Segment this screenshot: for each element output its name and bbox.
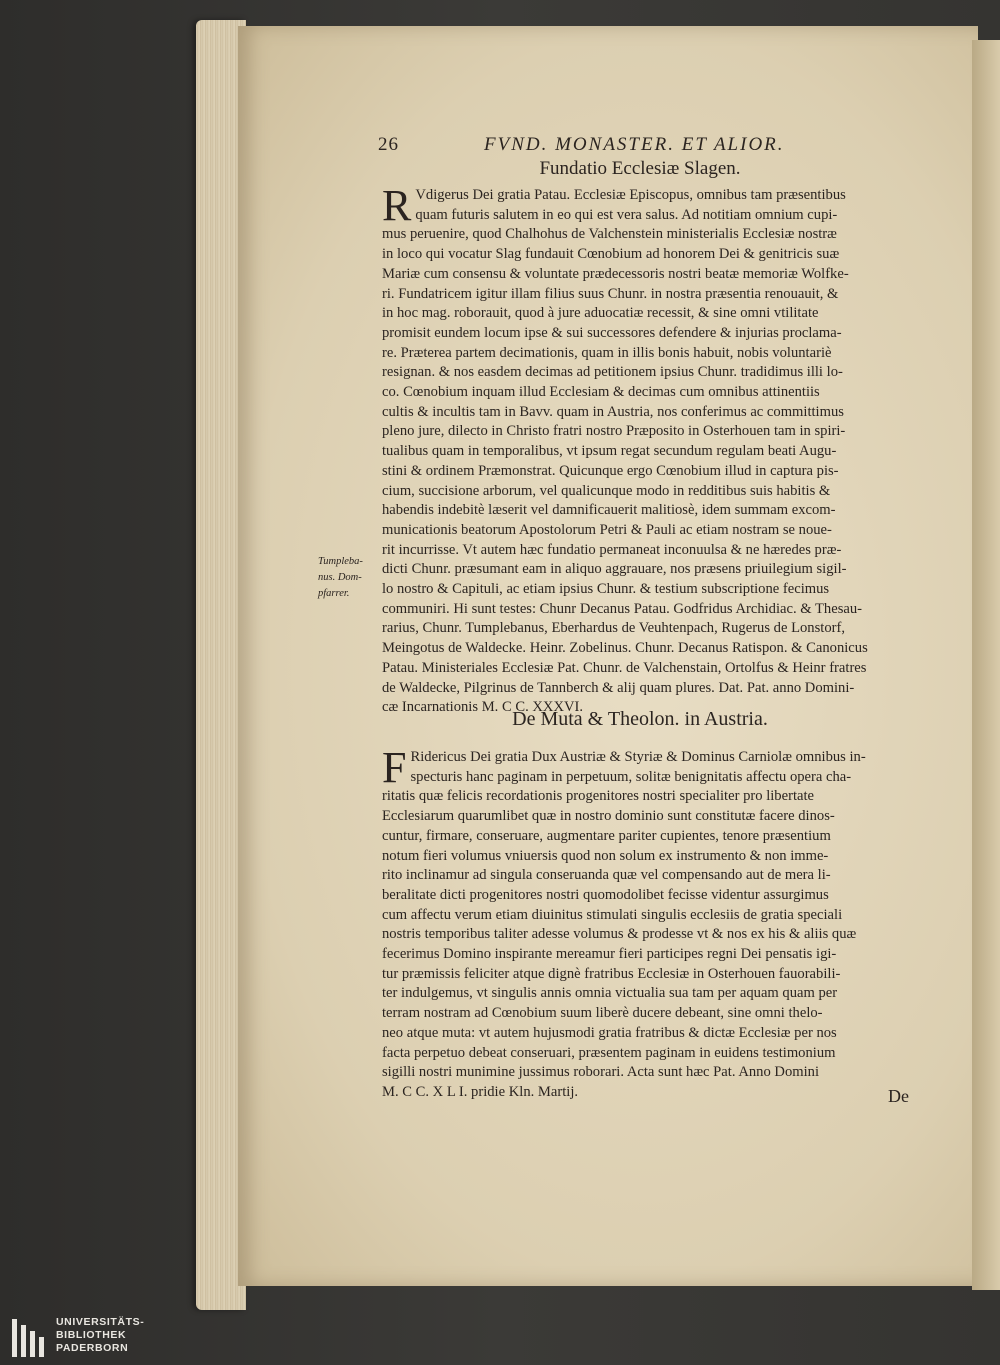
text-line: beralitate dicti progenitores nostri quomodolibet fecisse videntur assurgimus	[382, 886, 829, 903]
catchword: De	[888, 1086, 909, 1106]
logo-line: BIBLIOTHEK	[56, 1329, 127, 1341]
text-line: Patau. Ministeriales Ecclesiæ Pat. Chunr. de Valchenstain, Ortolfus & Heinr fratres	[382, 659, 867, 676]
text-line: re. Præterea partem decimationis, quam in illis bonis habuit, nobis voluntariè	[382, 344, 832, 361]
library-logo-text	[56, 1316, 144, 1355]
text-line: co. Cœnobium inquam illud Ecclesiam & decimas cum omnibus attinentiis	[382, 384, 820, 401]
drop-capital: F	[382, 743, 407, 792]
text-line: Ridericus Dei gratia Dux Austriæ & Styriæ & Dominus Carniolæ omnibus in-	[410, 749, 866, 765]
facing-page-edge	[972, 40, 1000, 1290]
running-header	[378, 134, 848, 160]
text-line: in loco qui vocatur Slag fundauit Cœnobium ad honorem Dei & genitricis suæ	[382, 246, 840, 263]
text-line: rarius, Chunr. Tumplebanus, Eberhardus de Veuhtenpach, Rugerus de Lonstorf,	[382, 620, 846, 637]
text-line: cuntur, firmare, conseruare, augmentare pariter cupientes, tenore præsentium	[382, 827, 831, 844]
text-lines	[382, 181, 936, 718]
text-line: pleno jure, dilecto in Christo fratri nostro Præposito in Osterhouen tam in spiri-	[382, 423, 846, 440]
text-line: Mariæ cum consensu & voluntate prædecessoris nostri beatæ memoriæ Wolfke-	[382, 265, 849, 282]
text-line: neo atque muta: vt autem hujusmodi gratia fratribus & dictæ Ecclesiæ per nos	[382, 1024, 837, 1041]
text-line: ri. Fundatricem igitur illam filius suus Chunr. in nostra præsentia renouauit, &	[382, 285, 839, 302]
text-line: stini & ordinem Præmonstrat. Quicunque ergo Cœnobium illud in captura pis-	[382, 462, 839, 479]
text-line: dicti Chunr. præsumant eam in aliquo aggrauare, nos præsens priuilegium sigil-	[382, 561, 847, 578]
section-heading-slagen: Fundatio Ecclesiæ Slagen.	[539, 158, 741, 179]
text-line: habendis indebitè læserit vel damnificauerit malitiosè, idem summam excom-	[382, 502, 836, 519]
text-line: cum affectu verum etiam diuinitus stimulati singulis ecclesiis de gratia speciali	[382, 906, 843, 923]
logo-line: PADERBORN	[56, 1342, 129, 1354]
text-line: fecerimus Domino inspirante mereamur fieri participes regni Dei pensatis igi-	[382, 946, 837, 963]
text-line: Meingotus de Waldecke. Heinr. Zobelinus. Chunr. Decanus Ratispon. & Canonicus	[382, 640, 868, 657]
text-line: de Waldecke, Pilgrinus de Tannberch & alij quam plures. Dat. Pat. anno Domini-	[382, 679, 855, 696]
text-lines	[382, 743, 936, 1103]
section-heading-muta: De Muta & Theolon. in Austria.	[512, 708, 768, 730]
text-line: sigilli nostri munimine jussimus roborari. Acta sunt hæc Pat. Anno Domini	[382, 1064, 819, 1081]
library-logo-icon	[10, 1317, 46, 1359]
text-line: mus peruenire, quod Chalhohus de Valchenstein ministerialis Ecclesiæ nostræ	[382, 226, 837, 243]
text-line: quam futuris salutem in eo qui est vera salus. Ad notitiam omnium cupi-	[415, 206, 838, 223]
text-block-muta	[382, 743, 936, 1103]
text-line: Ecclesiarum quarumlibet quæ in nostro dominio sunt constitutæ facere dinos-	[382, 808, 835, 825]
library-logo	[4, 1313, 204, 1363]
margin-note: Tumpleba-nus. Dom-pfarrer.	[318, 556, 363, 599]
text-line: cultis & incultis tam in Bavv. quam in Austria, nos conferimus ac committimus	[382, 403, 844, 420]
drop-capital: R	[382, 181, 412, 230]
text-line: M. C C. X L I. pridie Kln. Martij.	[382, 1083, 579, 1100]
text-line: tur præmissis feliciter atque dignè fratribus Ecclesiæ in Osterhouen fauorabili-	[382, 965, 841, 982]
page-number: 26	[378, 134, 399, 155]
text-line: nostris temporibus taliter adesse volumus & prodesse vt & nos ex his & aliis quæ	[382, 926, 857, 943]
text-line: rito inclinamur ad singula conseruanda quæ vel compensando aut de mera li-	[382, 867, 831, 884]
text-line: specturis hanc paginam in perpetuum, solitæ benignitatis affectu opera cha-	[410, 768, 852, 785]
text-line: tualibus quam in temporalibus, vt ipsum regat secundum regulam beati Augu-	[382, 443, 837, 460]
text-line: Vdigerus Dei gratia Patau. Ecclesiæ Episcopus, omnibus tam præsentibus	[415, 187, 846, 203]
text-line: terram nostram ad Cœnobium suum liberè ducere debeant, sine omni thelo-	[382, 1005, 823, 1022]
text-line: cæ Incarnationis M. C C. XXXVI.	[382, 699, 584, 716]
text-line: communiri. Hi sunt testes: Chunr Decanus Patau. Godfridus Archidiac. & Thesau-	[382, 600, 863, 617]
text-line: resignan. & nos easdem decimas ad petitionem ipsius Chunr. tradidimus illi lo-	[382, 364, 843, 381]
running-title: FVND. MONASTER. ET ALIOR.	[484, 134, 785, 155]
text-line: ter indulgemus, vt singulis annis omnia victualia sua tam per aquam quam per	[382, 985, 838, 1002]
text-line: notum fieri volumus vniuersis quod non solum ex instrumento & non imme-	[382, 847, 829, 864]
text-line: lo nostro & Capituli, ac etiam ipsius Chunr. & testium subscriptione fecimus	[382, 581, 830, 598]
text-line: in hoc mag. roborauit, quod à jure aduocatiæ recessit, & sine omni vtilitate	[382, 305, 819, 322]
text-line: municationis beatorum Apostolorum Petri & Pauli ac etiam nostram se noue-	[382, 521, 832, 538]
text-block-slagen	[382, 181, 936, 718]
text-line: rit incurrisse. Vt autem hæc fundatio permaneat inconuulsa & ne hæredes præ-	[382, 541, 842, 558]
text-line: promisit eundem locum ipse & sui successores defendere & injurias proclama-	[382, 324, 842, 341]
text-line: cium, succisione arborum, vel qualicunque modo in redditibus suis habitis &	[382, 482, 831, 499]
text-line: ritatis quæ felicis recordationis progenitores nostri specialiter pro libertate	[382, 788, 815, 805]
logo-line: UNIVERSITÄTS-	[56, 1316, 145, 1328]
text-line: facta perpetuo debeat conseruari, præsentem paginam in euidens testimonium	[382, 1044, 836, 1061]
